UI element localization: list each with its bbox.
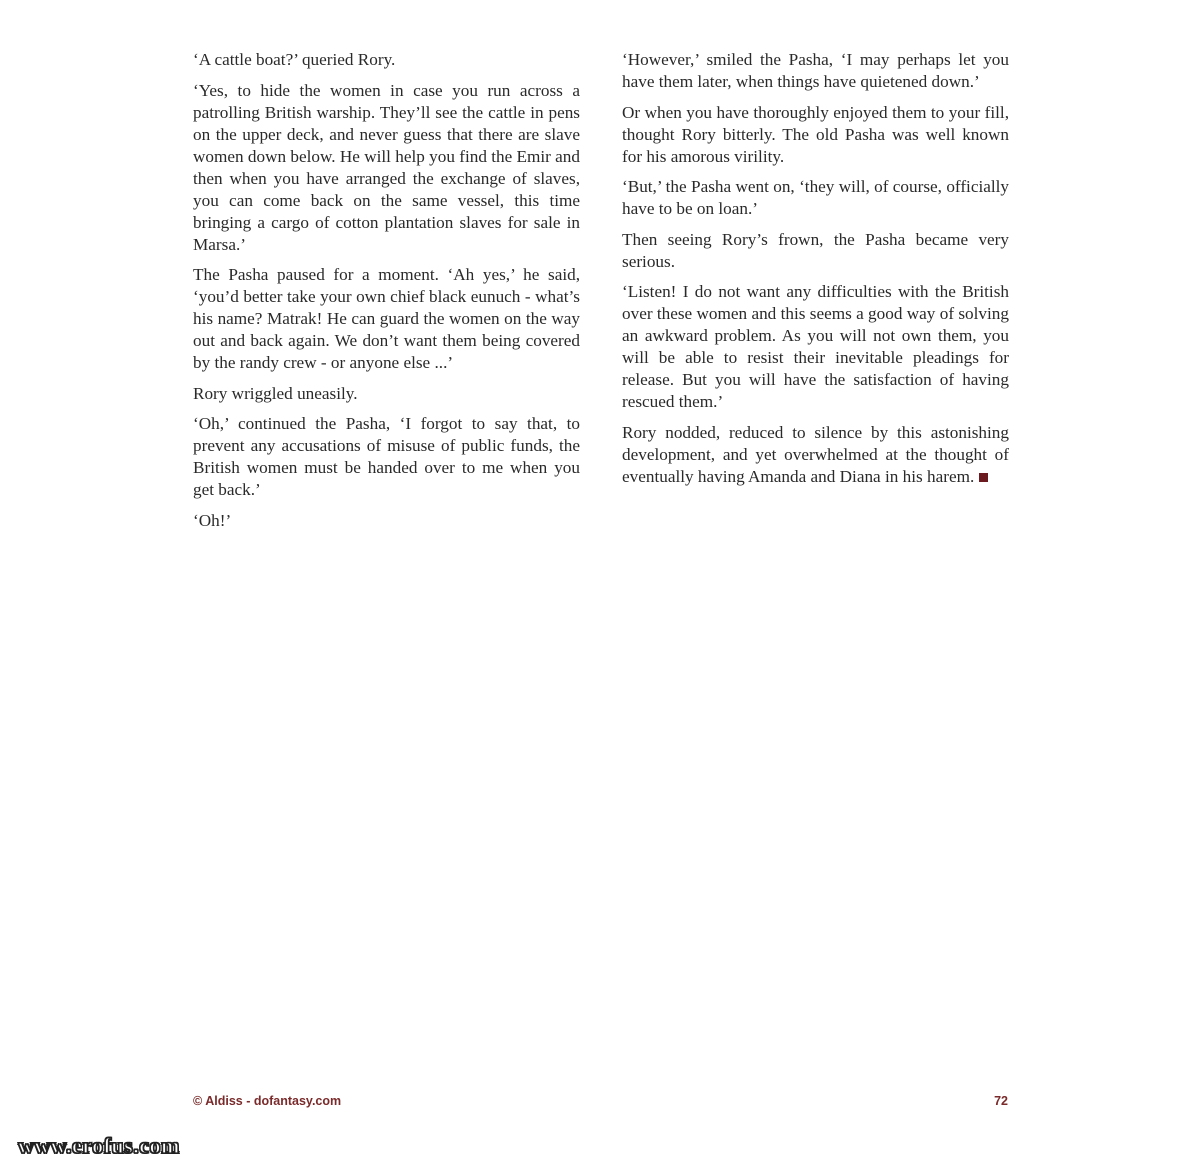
copyright-footer: © Aldiss - dofantasy.com bbox=[193, 1094, 342, 1108]
paragraph: ‘But,’ the Pasha went on, ‘they will, of course, officially have to be on loan.’ bbox=[622, 177, 1009, 218]
paragraph: Rory wriggled uneasily. bbox=[193, 383, 358, 403]
paragraph: ‘Oh!’ bbox=[193, 510, 232, 530]
paragraph: ‘Oh,’ continued the Pasha, ‘I forgot to say that, to prevent any accusations of misuse of public funds, the British women must be handed over to me when you get back.’ bbox=[193, 414, 580, 499]
paragraph: Then seeing Rory’s frown, the Pasha became very serious. bbox=[622, 229, 1009, 271]
final-paragraph bbox=[622, 422, 1009, 488]
paragraph: The Pasha paused for a moment. ‘Ah yes,’ he said, ‘you’d better take your own chief black eunuch - what’s his name? Matrak! He can guard the women on the way out and back again. We don’t want them being covered by the randy crew - or anyone else ...’ bbox=[193, 265, 580, 372]
paragraph: ‘A cattle boat?’ queried Rory. bbox=[193, 50, 396, 69]
right-text-column bbox=[622, 49, 1009, 496]
page-number: 72 bbox=[994, 1094, 1008, 1108]
paragraph: Or when you have thoroughly enjoyed them to your fill, thought Rory bitterly. The old Pasha was well known for his amorous virility. bbox=[622, 102, 1009, 166]
left-text-column bbox=[193, 49, 580, 540]
final-paragraph-text: Rory nodded, reduced to silence by this astonishing development, and yet overwhelmed at the thought of eventually having Amanda and Diana in his harem. bbox=[622, 422, 1009, 486]
watermark: www.erofus.com bbox=[18, 1133, 180, 1158]
paragraph: ‘Yes, to hide the women in case you run across a patrolling British warship. They’ll see the cattle in pens on the upper deck, and never guess that there are slave women down below. He will help you find the Emir and then when you have arranged the exchange of slaves, you can come back on the same vessel, this time bringing a cargo of cotton plantation slaves for sale in Marsa.’ bbox=[193, 80, 580, 254]
paragraph: ‘Listen! I do not want any difficulties with the British over these women and this seems a good way of solving an awkward problem. As you will not own them, you will be able to resist their inevitable pleadings for release. But you will have the satisfaction of having rescued them.’ bbox=[622, 282, 1009, 411]
paragraph: ‘However,’ smiled the Pasha, ‘I may perhaps let you have them later, when things have quietened down.’ bbox=[622, 50, 1009, 91]
end-of-story-icon bbox=[979, 473, 988, 482]
